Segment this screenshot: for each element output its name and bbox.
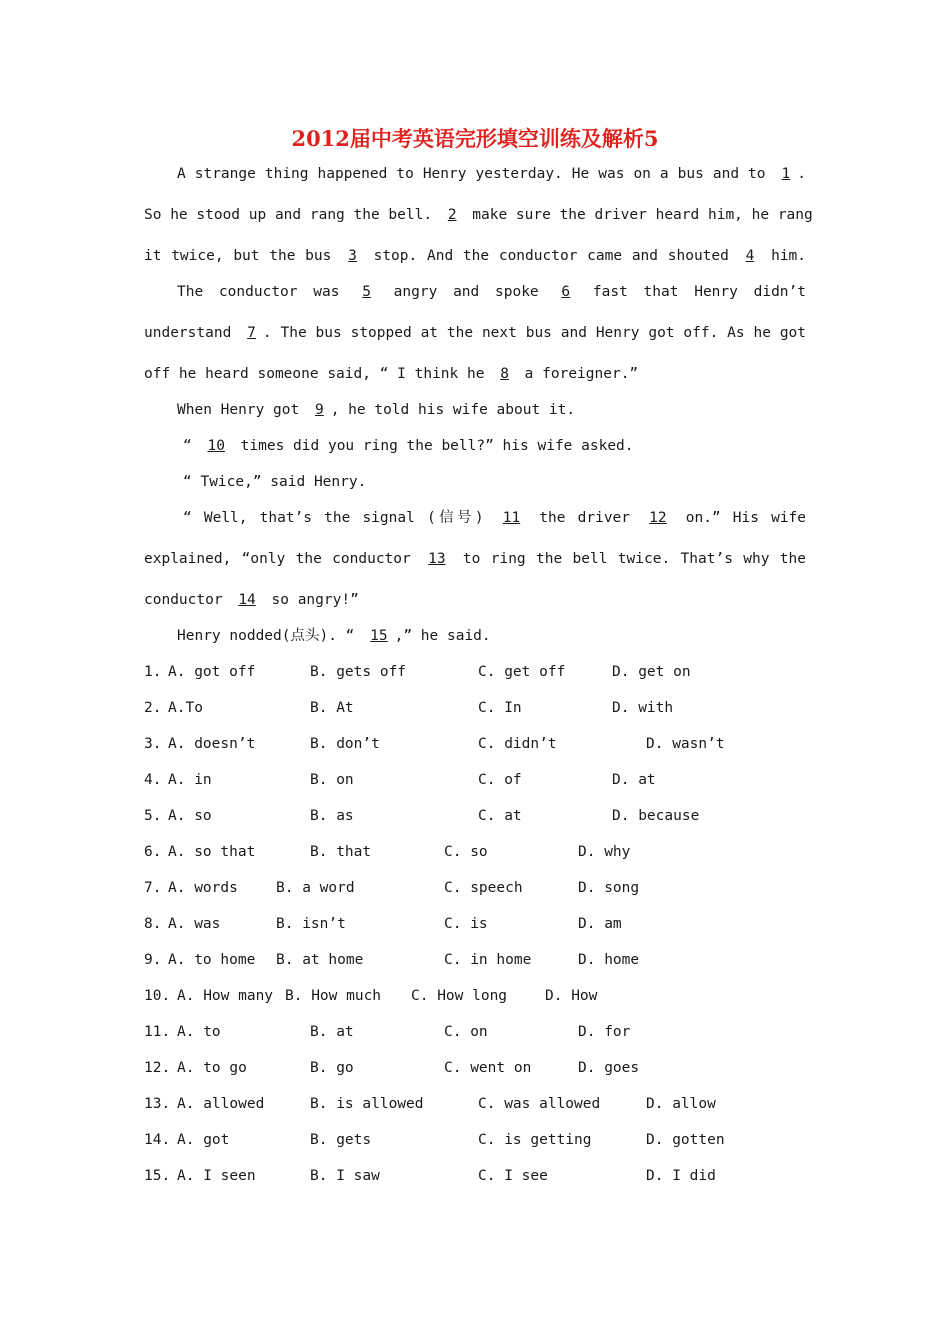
option-c[interactable]: C. How long — [411, 988, 508, 1004]
blank-8[interactable]: 8 — [500, 366, 509, 382]
question-number: 11. — [144, 1024, 171, 1040]
question-number: 6. — [144, 844, 162, 860]
passage-line — [177, 626, 806, 646]
passage-text: When Henry got — [177, 402, 308, 418]
passage-line — [177, 282, 806, 302]
passage-line — [177, 164, 806, 184]
option-b[interactable]: B. as — [310, 808, 354, 824]
passage-line — [144, 590, 806, 610]
passage-line — [144, 323, 806, 343]
blank-1[interactable]: 1 — [781, 166, 791, 182]
passage-text: explained, “only the conductor — [144, 551, 422, 567]
option-b[interactable]: B. don’t — [310, 736, 380, 752]
option-b[interactable]: B. gets — [310, 1132, 372, 1148]
blank-11[interactable]: 11 — [502, 510, 521, 526]
option-c[interactable]: C. is — [444, 916, 488, 932]
page-title: 2012届中考英语完形填空训练及解析5 — [291, 126, 659, 151]
option-b[interactable]: B. gets off — [310, 664, 407, 680]
option-c[interactable]: C. so — [444, 844, 488, 860]
option-c[interactable]: C. in home — [444, 952, 532, 968]
passage-line — [144, 364, 806, 384]
option-d[interactable]: D. am — [578, 916, 622, 932]
option-d[interactable]: D. allow — [646, 1096, 716, 1112]
option-b[interactable]: B. at home — [276, 952, 364, 968]
question-number: 4. — [144, 772, 162, 788]
blank-13[interactable]: 13 — [428, 551, 446, 567]
passage-text: fast that Henry didn’t — [577, 284, 806, 300]
option-b[interactable]: B. on — [310, 772, 354, 788]
option-d[interactable]: D. wasn’t — [646, 736, 725, 752]
passage-text: a foreigner.” — [515, 366, 639, 382]
blank-9[interactable]: 9 — [314, 402, 324, 418]
passage-text: A strange thing happened to Henry yesterday. He was on a bus and to — [177, 166, 775, 182]
passage-text: ,” he said. — [394, 628, 491, 644]
option-a[interactable]: A. words — [168, 880, 238, 896]
option-a[interactable]: A. I seen — [177, 1168, 256, 1184]
option-d[interactable]: D. I did — [646, 1168, 716, 1184]
question-number: 13. — [144, 1096, 171, 1112]
option-c[interactable]: C. didn’t — [478, 736, 557, 752]
option-d[interactable]: D. How — [545, 988, 598, 1004]
passage-text: “ Well, that’s the signal (信号) — [183, 510, 496, 526]
option-d[interactable]: D. goes — [578, 1060, 640, 1076]
blank-4[interactable]: 4 — [745, 248, 755, 264]
passage-text: so angry!” — [262, 592, 359, 608]
option-d[interactable]: D. gotten — [646, 1132, 725, 1148]
option-a[interactable]: A. doesn’t — [168, 736, 256, 752]
blank-2[interactable]: 2 — [447, 207, 457, 223]
option-c[interactable]: C. I see — [478, 1168, 548, 1184]
option-d[interactable]: D. for — [578, 1024, 631, 1040]
option-d[interactable]: D. why — [578, 844, 631, 860]
passage-text: . The bus stopped at the next bus and Henry got off. As he got — [262, 325, 807, 341]
option-b[interactable]: B. that — [310, 844, 372, 860]
blank-10[interactable]: 10 — [207, 438, 225, 454]
passage-text: angry and spoke — [377, 284, 555, 300]
passage-text: off he heard someone said, “ I think he — [144, 366, 494, 382]
option-a[interactable]: A. got off — [168, 664, 256, 680]
option-c[interactable]: C. was allowed — [478, 1096, 601, 1112]
passage-text: The conductor was — [177, 284, 356, 300]
option-c[interactable]: C. went on — [444, 1060, 532, 1076]
passage-text: “ Twice,” said Henry. — [183, 474, 367, 490]
passage-text: to ring the bell twice. That’s why the — [452, 551, 806, 567]
option-a[interactable]: A. got — [177, 1132, 230, 1148]
option-c[interactable]: C. get off — [478, 664, 566, 680]
blank-7[interactable]: 7 — [247, 325, 256, 341]
passage-text: times did you ring the bell?” his wife asked. — [231, 438, 634, 454]
passage-text: make sure the driver heard him, he rang — [463, 207, 813, 223]
question-number: 5. — [144, 808, 162, 824]
passage-text: the driver — [527, 510, 643, 526]
option-d[interactable]: D. get on — [612, 664, 691, 680]
passage-line — [183, 508, 806, 528]
passage-line — [177, 400, 806, 420]
passage-text: understand — [144, 325, 241, 341]
passage-line — [144, 205, 813, 225]
option-a[interactable]: A. How many — [177, 988, 274, 1004]
option-b[interactable]: B. go — [310, 1060, 354, 1076]
option-a[interactable]: A. to go — [177, 1060, 247, 1076]
question-number: 2. — [144, 700, 162, 716]
question-number: 14. — [144, 1132, 171, 1148]
blank-14[interactable]: 14 — [238, 592, 256, 608]
option-a[interactable]: A. allowed — [177, 1096, 265, 1112]
question-number: 7. — [144, 880, 162, 896]
option-a[interactable]: A. to — [177, 1024, 221, 1040]
passage-line — [183, 472, 812, 492]
option-c[interactable]: C. at — [478, 808, 522, 824]
passage-text: stop. And the conductor came and shouted — [363, 248, 739, 264]
question-number: 10. — [144, 988, 171, 1004]
blank-3[interactable]: 3 — [348, 248, 357, 264]
option-d[interactable]: D. song — [578, 880, 640, 896]
blank-5[interactable]: 5 — [362, 284, 371, 300]
option-a[interactable]: A.To — [168, 700, 203, 716]
question-number: 15. — [144, 1168, 171, 1184]
option-b[interactable]: B. At — [310, 700, 354, 716]
passage-text: Henry nodded(点头). “ — [177, 628, 364, 644]
option-a[interactable]: A. to home — [168, 952, 256, 968]
option-c[interactable]: C. is getting — [478, 1132, 592, 1148]
passage-text: “ — [183, 438, 201, 454]
option-b[interactable]: B. a word — [276, 880, 355, 896]
passage-text: . — [797, 166, 806, 182]
option-d[interactable]: D. home — [578, 952, 640, 968]
question-number: 9. — [144, 952, 162, 968]
option-b[interactable]: B. I saw — [310, 1168, 380, 1184]
option-c[interactable]: C. In — [478, 700, 522, 716]
question-number: 3. — [144, 736, 162, 752]
option-a[interactable]: A. so — [168, 808, 212, 824]
blank-15[interactable]: 15 — [370, 628, 388, 644]
question-number: 8. — [144, 916, 162, 932]
question-number: 1. — [144, 664, 162, 680]
passage-text: him. — [761, 248, 807, 264]
option-d[interactable]: D. at — [612, 772, 656, 788]
option-b[interactable]: B. isn’t — [276, 916, 346, 932]
option-a[interactable]: A. was — [168, 916, 221, 932]
option-d[interactable]: D. because — [612, 808, 700, 824]
option-c[interactable]: C. of — [478, 772, 522, 788]
option-a[interactable]: A. in — [168, 772, 212, 788]
option-d[interactable]: D. with — [612, 700, 674, 716]
option-c[interactable]: C. speech — [444, 880, 523, 896]
passage-text: it twice, but the bus — [144, 248, 342, 264]
option-b[interactable]: B. is allowed — [310, 1096, 424, 1112]
passage-text: So he stood up and rang the bell. — [144, 207, 441, 223]
option-b[interactable]: B. How much — [285, 988, 382, 1004]
passage-text: conductor — [144, 592, 232, 608]
passage-text: , he told his wife about it. — [330, 402, 576, 418]
blank-6[interactable]: 6 — [561, 284, 571, 300]
blank-12[interactable]: 12 — [649, 510, 667, 526]
passage-text: on.” His wife — [673, 510, 807, 526]
passage-line — [144, 549, 806, 569]
option-b[interactable]: B. at — [310, 1024, 354, 1040]
question-number: 12. — [144, 1060, 171, 1076]
option-a[interactable]: A. so that — [168, 844, 256, 860]
option-c[interactable]: C. on — [444, 1024, 488, 1040]
passage-line — [144, 246, 806, 266]
passage-line — [183, 436, 812, 456]
